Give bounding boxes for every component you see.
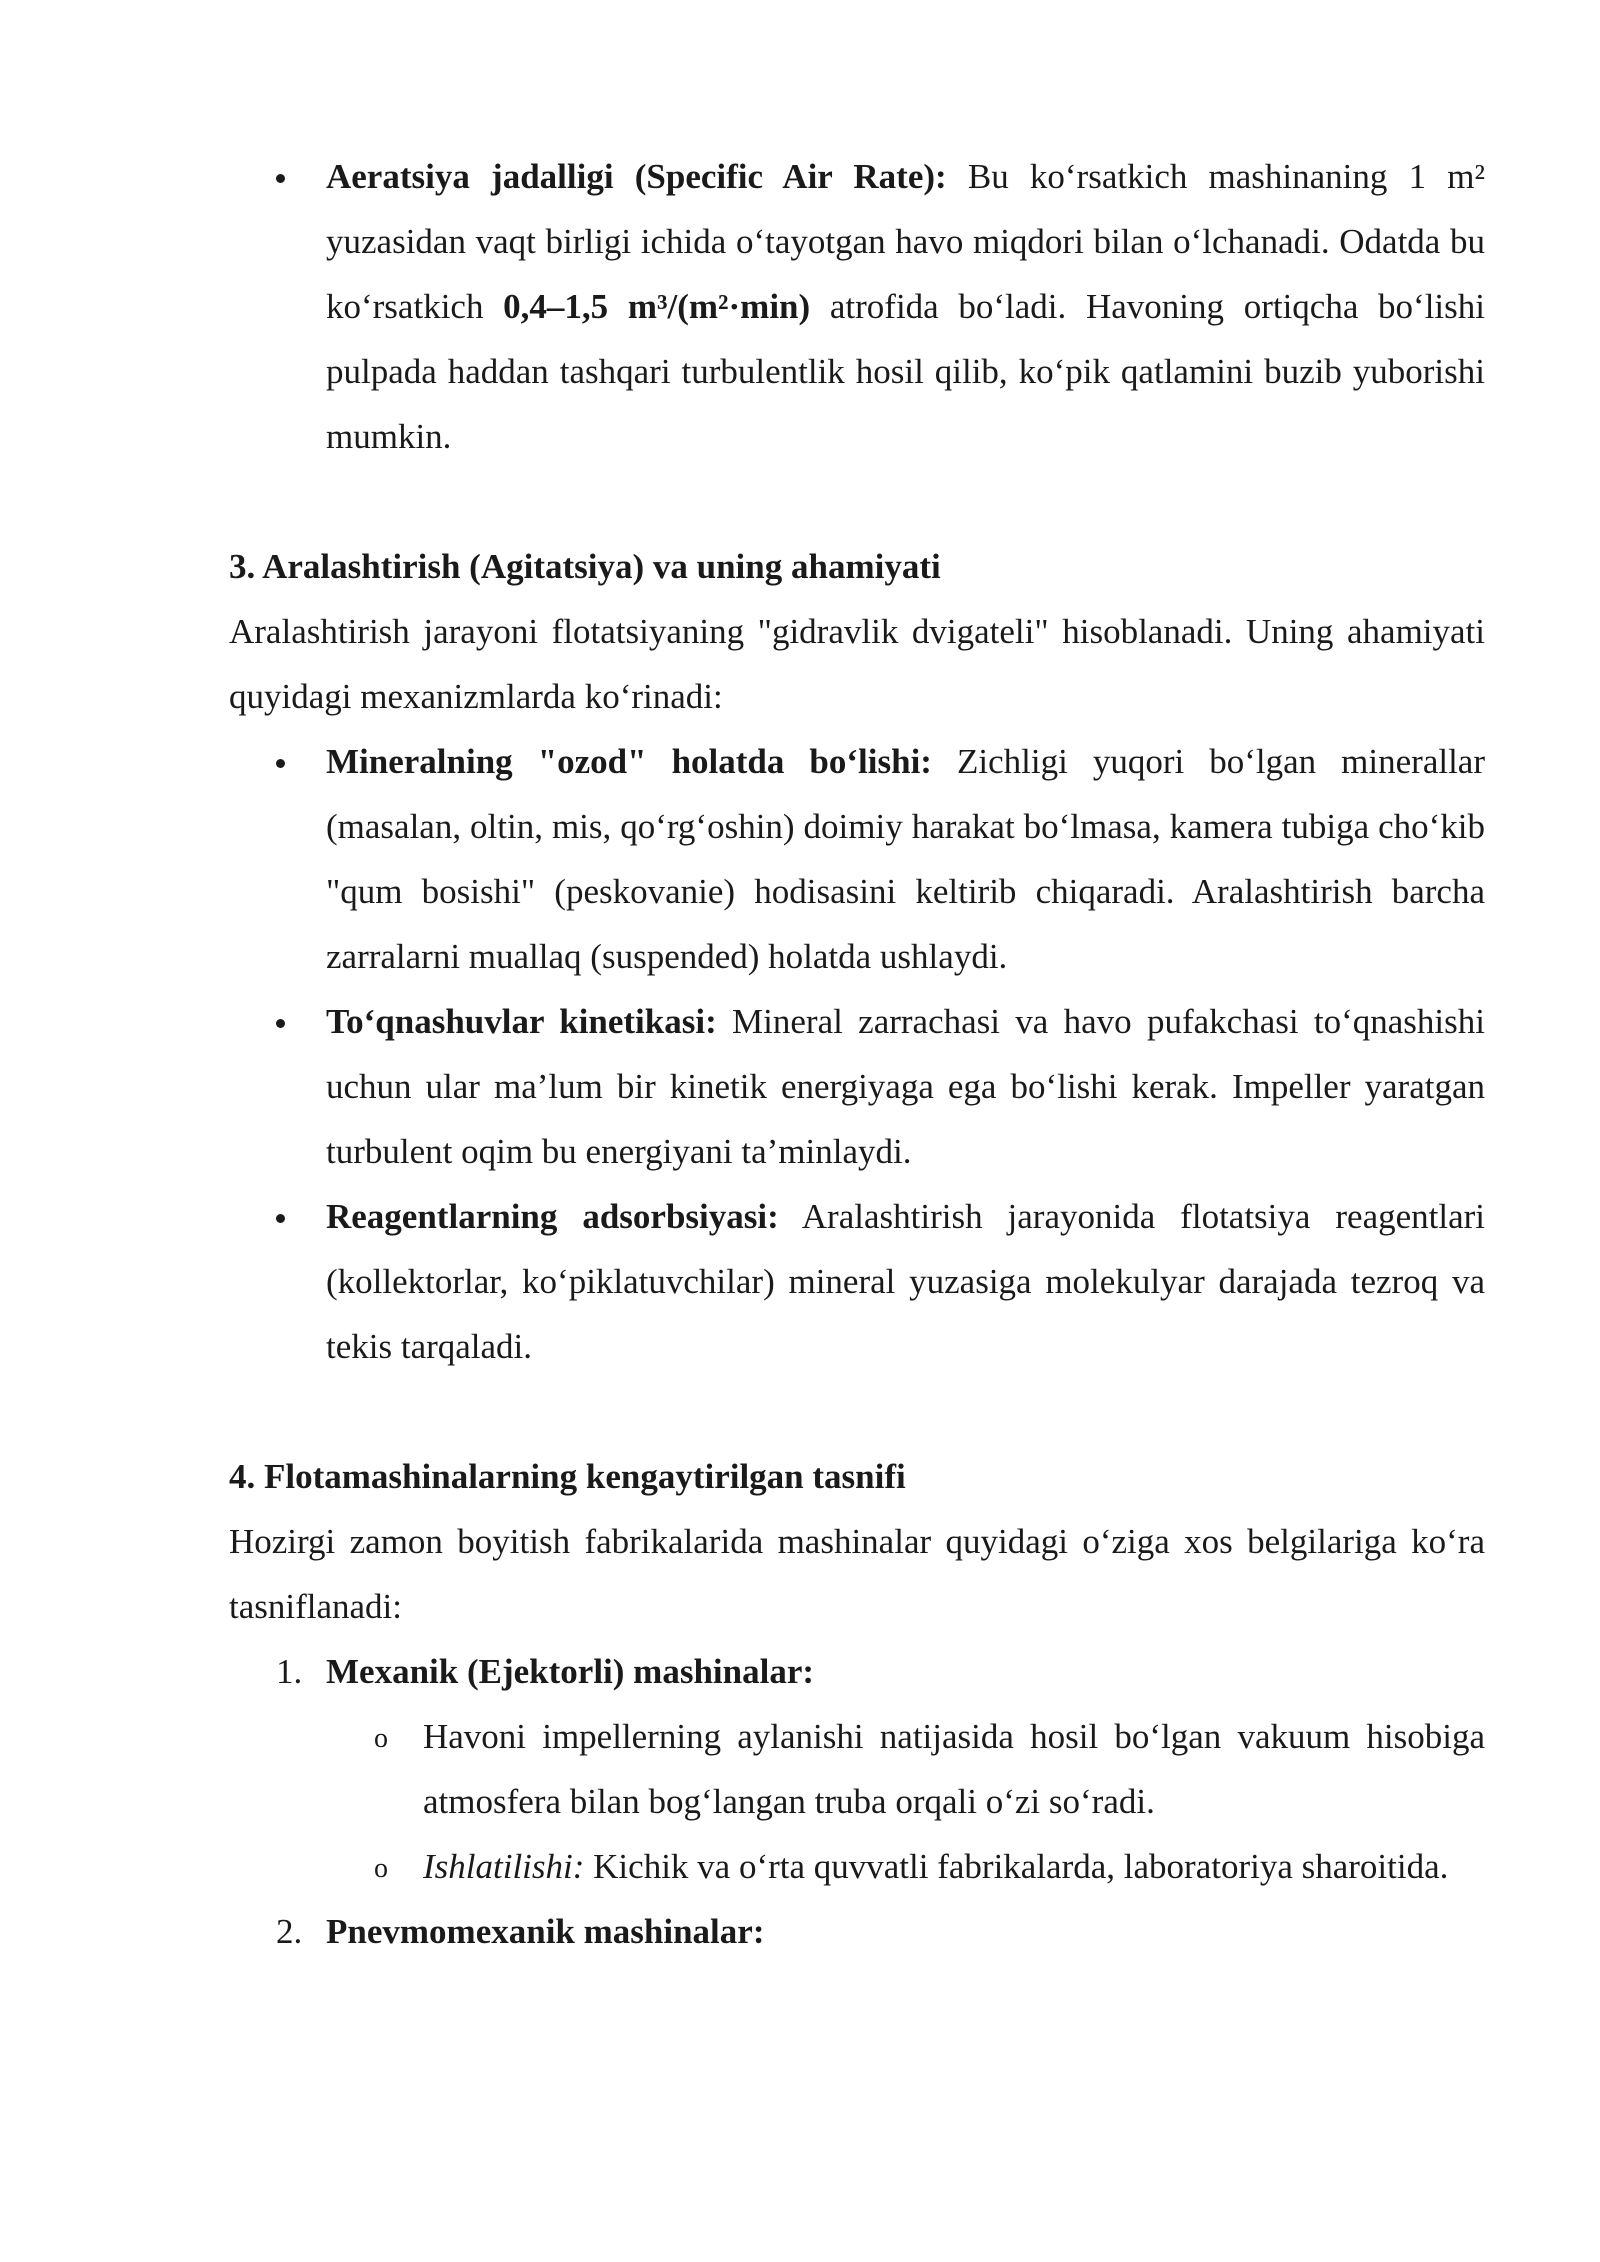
sub-list-item [229, 1834, 1485, 1899]
item-term: Reagentlarning adsorbsiyasi: [326, 1197, 779, 1236]
item-value: 0,4–1,5 m³/(m²·min) [503, 287, 811, 326]
item-number: 1. [276, 1652, 303, 1691]
numbered-item [229, 1639, 1485, 1704]
item-title: Pnevmomexanik mashinalar: [326, 1912, 765, 1951]
item-text: Aralashtirish jarayonida flotatsiya reagentlari (kollektorlar, ko‘piklatuvchilar) mineral yuzasiga molekulyar darajada tezroq va tekis tarqaladi. [326, 1197, 1485, 1366]
section-heading: 3. Aralashtirish (Agitatsiya) va uning ahamiyati [229, 547, 941, 586]
item-term: To‘qnashuvlar kinetikasi: [326, 1002, 717, 1041]
item-number: 2. [276, 1912, 303, 1951]
sub-bullet-icon: o [374, 1723, 388, 1754]
section-intro: Aralashtirish jarayoni flotatsiyaning "gidravlik dvigateli" hisoblanadi. Uning ahamiyati quyidagi mexanizmlarda ko‘rinadi: [229, 612, 1485, 716]
list-item [229, 729, 1485, 989]
list-item [229, 1184, 1485, 1379]
sub-list-item [229, 1704, 1485, 1834]
item-title: Mexanik (Ejektorli) mashinalar: [326, 1652, 815, 1691]
list-item [229, 989, 1485, 1184]
sub-bullet-icon: o [374, 1853, 388, 1884]
item-term: Aeratsiya jadalligi (Specific Air Rate): [326, 157, 947, 196]
item-text: Zichligi yuqori bo‘lgan minerallar (masalan, oltin, mis, qo‘rg‘oshin) doimiy harakat bo‘lmasa, kamera tubiga cho‘kib "qum bosishi" (peskovanie) hodisasini keltirib chiqaradi. Aralashtirish barcha zarralarni muallaq (suspended) holatda ushlaydi. [326, 742, 1485, 976]
item-text: Bu ko‘rsatkich mashinaning 1 m² yuzasidan vaqt birligi ichida o‘tayotgan havo miqdori bilan o‘lchanadi. Odatda bu ko‘rsatkich [326, 157, 1485, 326]
sub-item-text: Kichik va o‘rta quvvatli fabrikalarda, laboratoriya sharoitida. [584, 1847, 1449, 1886]
list-item-aeration [229, 144, 1485, 469]
section-intro: Hozirgi zamon boyitish fabrikalarida mashinalar quyidagi o‘ziga xos belgilariga ko‘ra tasniflanadi: [229, 1522, 1485, 1626]
numbered-item [229, 1899, 1485, 1964]
item-term: Mineralning "ozod" holatda bo‘lishi: [326, 742, 932, 781]
spacer [229, 1379, 1485, 1444]
item-text: atrofida bo‘ladi. Havoning ortiqcha bo‘lishi pulpada haddan tashqari turbulentlik hosil qilib, ko‘pik qatlamini buzib yuborishi mumkin. [326, 287, 1485, 456]
item-text: Mineral zarrachasi va havo pufakchasi to‘qnashishi uchun ular ma’lum bir kinetik energiyaga ega bo‘lishi kerak. Impeller yaratgan turbulent oqim bu energiyani ta’minlaydi. [326, 1002, 1485, 1171]
sub-item-text: Havoni impellerning aylanishi natijasida hosil bo‘lgan vakuum hisobiga atmosfera bilan bog‘langan truba orqali o‘zi so‘radi. [423, 1717, 1485, 1821]
section-heading: 4. Flotamashinalarning kengaytirilgan tasnifi [229, 1457, 906, 1496]
spacer [229, 469, 1485, 534]
document-page [229, 144, 1485, 1964]
sub-item-label: Ishlatilishi: [423, 1847, 585, 1886]
